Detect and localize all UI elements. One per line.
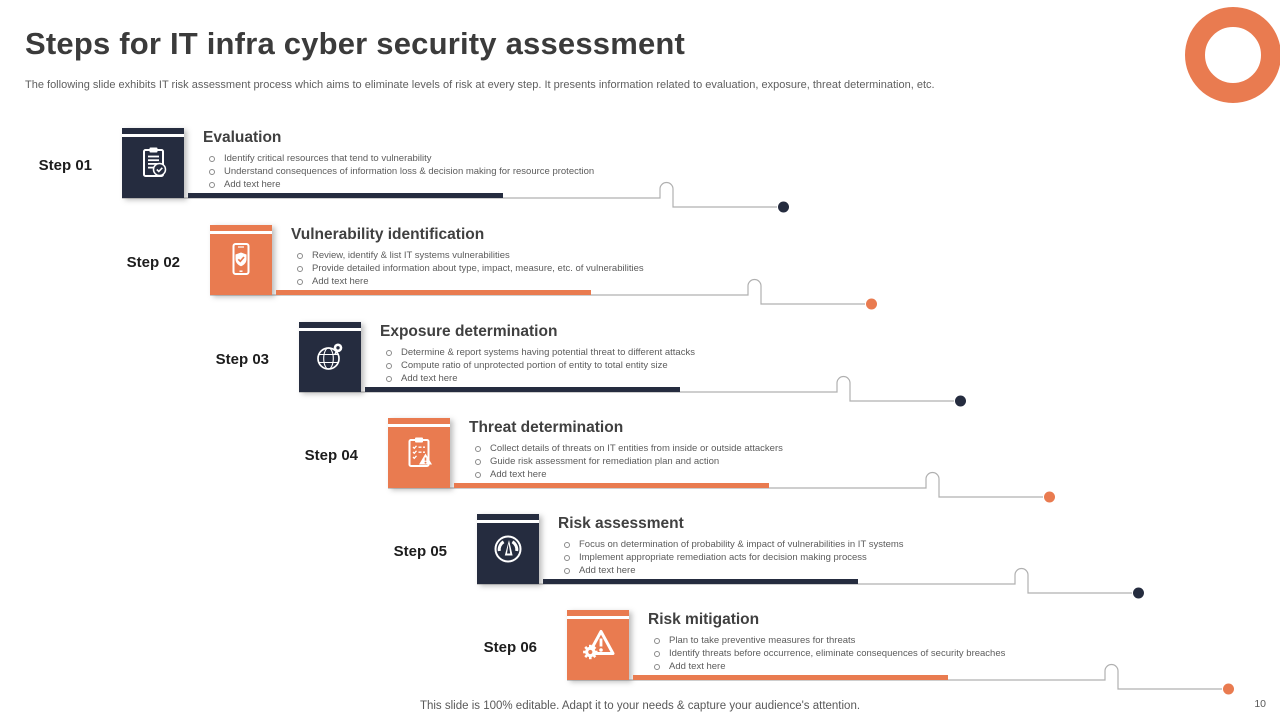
page-number: 10 <box>1254 698 1266 710</box>
bullet-text: Determine & report systems having potential threat to different attacks <box>401 347 695 358</box>
bullet-text: Identify critical resources that tend to vulnerability <box>224 153 432 164</box>
step-row-5 <box>393 514 1177 606</box>
donut-decoration-icon <box>1185 7 1280 103</box>
bullet-text: Add text here <box>490 469 547 480</box>
bullet-marker-icon <box>475 472 481 478</box>
bullet-text: Identify threats before occurrence, eliminate consequences of security breaches <box>669 648 1006 659</box>
bullet-marker-icon <box>654 664 660 670</box>
step-number-label: Step 06 <box>483 639 537 656</box>
bullet-list <box>203 152 783 191</box>
bullet-marker-icon <box>209 182 215 188</box>
bullet-item <box>648 634 1228 647</box>
bullet-marker-icon <box>386 350 392 356</box>
bullet-marker-icon <box>386 376 392 382</box>
bullet-list <box>291 249 871 288</box>
bullet-item <box>380 359 960 372</box>
bullet-text: Add text here <box>312 276 369 287</box>
step-title: Exposure determination <box>380 323 558 340</box>
step-row-2 <box>126 225 910 317</box>
step-number-label: Step 02 <box>126 254 180 271</box>
bullet-item <box>203 165 783 178</box>
bullet-text: Guide risk assessment for remediation plan and action <box>490 456 720 467</box>
bullet-item <box>648 660 1228 673</box>
step-underline-bar <box>365 387 680 393</box>
bullet-marker-icon <box>564 542 570 548</box>
bullet-text: Add text here <box>224 179 281 190</box>
bullet-marker-icon <box>297 253 303 259</box>
bullet-text: Provide detailed information about type, impact, measure, etc. of vulnerabilities <box>312 263 644 274</box>
bullet-marker-icon <box>654 638 660 644</box>
bullet-marker-icon <box>564 555 570 561</box>
step-row-3 <box>215 322 999 414</box>
step-number-label: Step 04 <box>304 447 358 464</box>
bullet-list <box>648 634 1228 673</box>
warning-gear-icon <box>567 610 629 680</box>
bullet-marker-icon <box>297 266 303 272</box>
step-row-1 <box>38 128 822 220</box>
bullet-marker-icon <box>386 363 392 369</box>
bullet-item <box>469 442 1049 455</box>
step-underline-bar <box>276 290 591 296</box>
bullet-text: Implement appropriate remediation acts for decision making process <box>579 552 867 563</box>
bullet-list <box>469 442 1049 481</box>
bullet-text: Add text here <box>669 661 726 672</box>
step-title: Evaluation <box>203 129 282 146</box>
bullet-text: Compute ratio of unprotected portion of entity to total entity size <box>401 360 668 371</box>
bullet-item <box>203 152 783 165</box>
page-subtitle: The following slide exhibits IT risk assessment process which aims to eliminate levels of risk at every step. It presents information related to evaluation, exposure, threat determination, etc. <box>25 79 935 91</box>
step-row-6 <box>483 610 1267 702</box>
step-number-label: Step 01 <box>38 157 92 174</box>
bullet-marker-icon <box>209 156 215 162</box>
step-row-4 <box>304 418 1088 510</box>
gauge-icon <box>477 514 539 584</box>
bullet-text: Plan to take preventive measures for threats <box>669 635 856 646</box>
bullet-item <box>558 538 1138 551</box>
bullet-item <box>291 275 871 288</box>
bullet-item <box>469 468 1049 481</box>
bullet-item <box>380 372 960 385</box>
step-underline-bar <box>188 193 503 199</box>
bullet-marker-icon <box>209 169 215 175</box>
footer-note: This slide is 100% editable. Adapt it to your needs & capture your audience's attention. <box>419 700 861 712</box>
bullet-item <box>558 551 1138 564</box>
bullet-marker-icon <box>475 446 481 452</box>
bullet-text: Collect details of threats on IT entities from inside or outside attackers <box>490 443 783 454</box>
bullet-text: Add text here <box>579 565 636 576</box>
bullet-list <box>558 538 1138 577</box>
page-title: Steps for IT infra cyber security assessment <box>25 26 686 61</box>
step-underline-bar <box>633 675 948 681</box>
step-title: Risk assessment <box>558 515 684 532</box>
clipboard-warning-icon <box>388 418 450 488</box>
bullet-item <box>291 262 871 275</box>
bullet-marker-icon <box>297 279 303 285</box>
step-number-label: Step 03 <box>215 351 269 368</box>
clipboard-check-icon <box>122 128 184 198</box>
bullet-text: Understand consequences of information loss & decision making for resource protection <box>224 166 595 177</box>
bullet-item <box>648 647 1228 660</box>
step-underline-bar <box>543 579 858 585</box>
bullet-text: Review, identify & list IT systems vulnerabilities <box>312 250 510 261</box>
bullet-item <box>291 249 871 262</box>
bullet-item <box>203 178 783 191</box>
bullet-item <box>469 455 1049 468</box>
bullet-text: Add text here <box>401 373 458 384</box>
bullet-item <box>380 346 960 359</box>
globe-pin-icon <box>299 322 361 392</box>
step-title: Threat determination <box>469 419 624 436</box>
bullet-list <box>380 346 960 385</box>
bullet-text: Focus on determination of probability & impact of vulnerabilities in IT systems <box>579 539 904 550</box>
bullet-marker-icon <box>654 651 660 657</box>
step-title: Risk mitigation <box>648 611 760 628</box>
bullet-marker-icon <box>564 568 570 574</box>
step-title: Vulnerability identification <box>291 226 485 243</box>
step-number-label: Step 05 <box>393 543 447 560</box>
phone-shield-icon <box>210 225 272 295</box>
bullet-marker-icon <box>475 459 481 465</box>
bullet-item <box>558 564 1138 577</box>
step-underline-bar <box>454 483 769 489</box>
